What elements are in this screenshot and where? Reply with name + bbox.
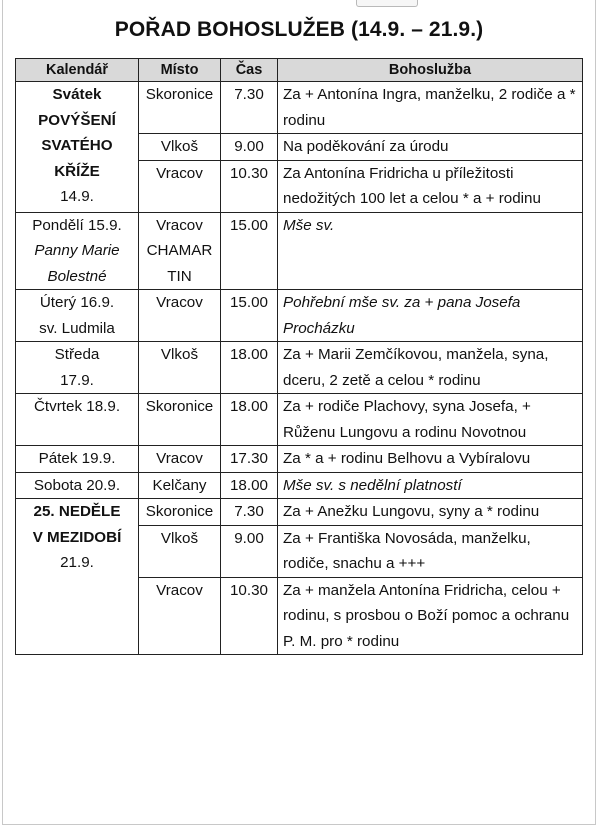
table-row: [16, 342, 583, 394]
table-row: [16, 82, 583, 134]
time-cell: 7.30: [221, 499, 278, 526]
calendar-line: Sobota 20.9.: [33, 476, 121, 494]
place-cell: Skoronice: [139, 499, 221, 526]
time-cell: 7.30: [221, 82, 278, 134]
time-cell: 18.00: [221, 342, 278, 394]
calendar-line: Středa: [54, 346, 100, 363]
table-row: [16, 394, 583, 446]
place-cell: Vracov: [139, 290, 221, 342]
service-cell: Mše sv. s nedělní platností: [278, 472, 583, 499]
schedule-table: [15, 58, 583, 655]
service-cell: Za + Františka Novosáda, manželku, rodiče, snachu a +++: [278, 525, 583, 577]
service-cell: Za + rodiče Plachovy, syna Josefa, + Růženu Lungovu a rodinu Novotnou: [278, 394, 583, 446]
table-row: [16, 212, 583, 290]
time-cell: 15.00: [221, 290, 278, 342]
time-cell: 18.00: [221, 472, 278, 499]
service-cell: Za + Marii Zemčíkovou, manžela, syna, dceru, 2 zetě a celou * rodinu: [278, 342, 583, 394]
calendar-line: sv. Ludmila: [39, 319, 115, 337]
calendar-line: 17.9.: [60, 371, 94, 389]
place-cell: Skoronice: [139, 394, 221, 446]
calendar-cell: [16, 212, 139, 290]
service-cell: Na poděkování za úrodu: [278, 134, 583, 161]
service-cell: Za + Anežku Lungovu, syny a * rodinu: [278, 499, 583, 526]
table-row: [16, 290, 583, 342]
table-row: [16, 499, 583, 526]
calendar-cell: [16, 446, 139, 473]
calendar-line: POVÝŠENÍ: [38, 111, 116, 129]
time-cell: 15.00: [221, 212, 278, 290]
time-cell: 10.30: [221, 577, 278, 655]
service-cell: Za * a + rodinu Belhovu a Vybíralovu: [278, 446, 583, 473]
toolbar-tab[interactable]: [356, 0, 418, 7]
calendar-line: Svátek: [52, 86, 102, 103]
table-row: [16, 472, 583, 499]
calendar-cell: [16, 472, 139, 499]
calendar-line: KŘÍŽE: [54, 162, 100, 180]
place-cell: Vracov: [139, 446, 221, 473]
calendar-cell: [16, 394, 139, 446]
header-row: [16, 59, 583, 82]
column-header-service: Bohoslužba: [278, 59, 583, 82]
calendar-cell: [16, 342, 139, 394]
place-cell: Vlkoš: [139, 134, 221, 161]
table-row: [16, 446, 583, 473]
calendar-cell: [16, 499, 139, 655]
time-cell: 9.00: [221, 134, 278, 161]
time-cell: 17.30: [221, 446, 278, 473]
page-title: POŘAD BOHOSLUŽEB (14.9. – 21.9.): [114, 18, 484, 41]
time-cell: 9.00: [221, 525, 278, 577]
place-cell: Vlkoš: [139, 342, 221, 394]
service-cell: Za + manžela Antonína Fridricha, celou + rodinu, s prosbou o Boží pomoc a ochranu P. M. pro * rodinu: [278, 577, 583, 655]
place-cell: Vracov: [139, 577, 221, 655]
calendar-line: Pátek 19.9.: [38, 450, 116, 467]
time-cell: 10.30: [221, 160, 278, 212]
place-cell: Vlkoš: [139, 525, 221, 577]
calendar-line: V MEZIDOBÍ: [32, 528, 122, 546]
column-header-time: Čas: [221, 59, 278, 82]
calendar-line: 25. NEDĚLE: [33, 503, 121, 520]
service-cell: Mše sv.: [278, 212, 583, 290]
calendar-line: Úterý 16.9.: [39, 294, 115, 311]
calendar-line: SVATÉHO: [41, 137, 113, 154]
service-cell: Pohřební mše sv. za + pana Josefa Procházku: [278, 290, 583, 342]
calendar-line: 14.9.: [60, 188, 94, 205]
service-cell: Za + Antonína Ingra, manželku, 2 rodiče a * rodinu: [278, 82, 583, 134]
calendar-line: 21.9.: [60, 554, 94, 571]
calendar-line: Čtvrtek 18.9.: [33, 398, 121, 415]
calendar-line: Bolestné: [47, 267, 107, 285]
place-cell: Skoronice: [139, 82, 221, 134]
calendar-line: Panny Marie: [34, 242, 120, 259]
place-cell: Kelčany: [139, 472, 221, 499]
column-header-place: Místo: [139, 59, 221, 82]
column-header-calendar: Kalendář: [16, 59, 139, 82]
service-cell: Za Antonína Fridricha u příležitosti nedožitých 100 let a celou * a + rodinu: [278, 160, 583, 212]
calendar-line: Pondělí 15.9.: [32, 216, 122, 234]
calendar-cell: [16, 82, 139, 213]
place-cell: Vracov CHAMAR TIN: [139, 212, 221, 290]
place-cell: Vracov: [139, 160, 221, 212]
calendar-cell: [16, 290, 139, 342]
time-cell: 18.00: [221, 394, 278, 446]
